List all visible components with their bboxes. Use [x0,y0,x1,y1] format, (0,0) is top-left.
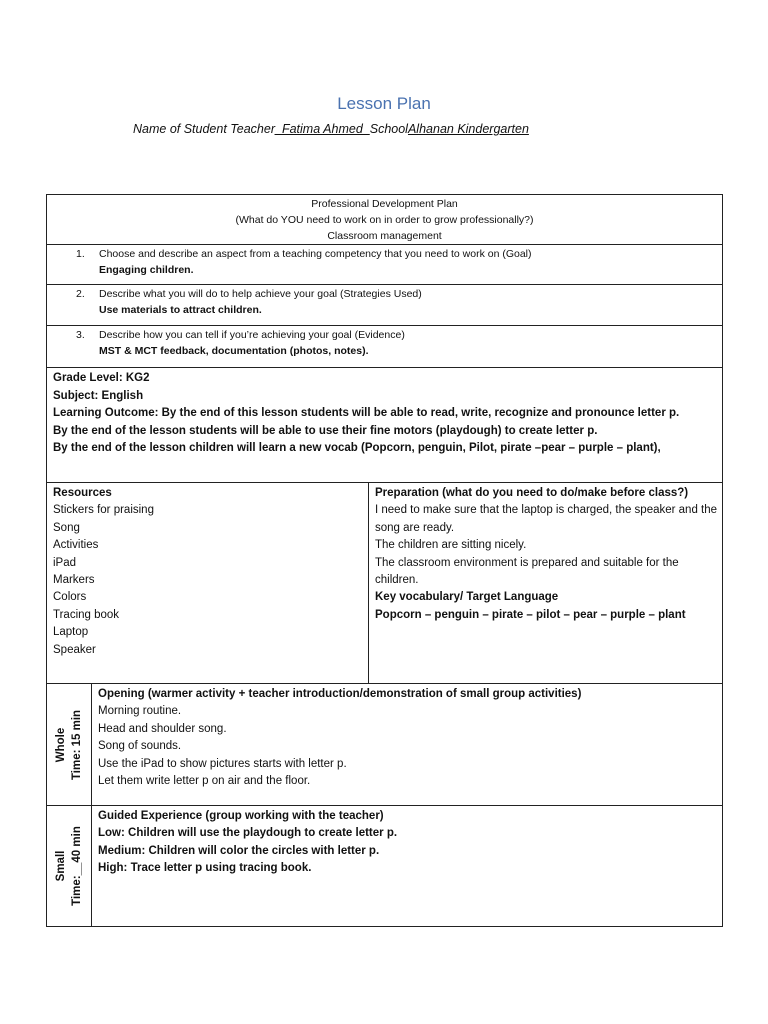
pdp-step-evidence [47,326,723,368]
activity-item: Low: Children will use the playdough to create letter p. [98,827,398,840]
grade-level: Grade Level: KG2 [53,372,150,384]
learning-outcome-2: By the end of the lesson students will be able to use their fine motors (playdough) to create letter p. [53,424,598,437]
school-name: Alhanan Kindergarten [407,122,529,136]
guided-heading: Guided Experience (group working with the teacher) [98,810,384,822]
small-group-label [53,826,85,906]
learning-outcome: Learning Outcome: By the end of this lesson students will be able to read, write, recognize and pronounce letter p. [53,407,680,419]
group-name: Whole [55,727,67,762]
teacher-school-line [133,122,529,136]
activity-item: Use the iPad to show pictures starts with letter p. [98,757,347,770]
guided-experience [92,806,723,927]
teacher-label: Name of Student Teacher [133,122,275,136]
step-answer: MST & MCT feedback, documentation (photos, notes). [99,345,369,357]
group-time: Time:__40 min [71,826,83,906]
step-answer: Engaging children. [99,264,194,276]
step-number: 2. [76,288,85,300]
page-title: Lesson Plan [337,94,431,113]
pdp-step-goal [47,245,723,285]
preparation-line: I need to make sure that the laptop is charged, the speaker and the song are ready. [375,504,718,534]
activity-item: Medium: Children will color the circles with letter p. [98,844,380,857]
learning-outcome-3: By the end of the lesson children will learn a new vocab (Popcorn, penguin, Pilot, pirate –pear – purple – plant), [53,442,661,454]
resource-item: Stickers for praising [53,504,154,517]
resource-item: Activities [53,539,99,552]
resource-item: Markers [53,574,95,587]
resource-item: iPad [53,556,77,569]
resources-heading: Resources [53,487,112,499]
opening-heading: Opening (warmer activity + teacher introduction/demonstration of small group activities) [98,688,582,700]
teacher-name: _Fatima Ahmed_ [275,122,370,136]
step-prompt: Describe what you will do to help achieve your goal (Strategies Used) [99,288,422,300]
resource-item: Song [53,521,80,534]
small-group-label-cell [47,806,92,927]
whole-group-label-cell [47,684,92,806]
vocab-heading: Key vocabulary/ Target Language [375,591,559,604]
group-time: Time: 15 min [71,709,83,780]
pdp-header [47,195,723,245]
preparation-line: The classroom environment is prepared and suitable for the children. [375,556,679,587]
activity-item: Morning routine. [98,705,182,718]
activity-item: High: Trace letter p using tracing book. [98,862,312,875]
resource-item: Colors [53,591,87,604]
preparation-heading: Preparation (what do you need to do/make before class?) [375,487,689,499]
step-answer: Use materials to attract children. [99,304,262,316]
pdp-title: Professional Development Plan [311,198,458,210]
resource-item: Speaker [53,643,96,656]
pdp-question: (What do YOU need to work on in order to grow professionally?) [235,214,534,226]
resource-item: Tracing book [53,608,120,621]
activity-item: Song of sounds. [98,740,182,753]
step-number: 1. [76,248,85,260]
preparation-cell [369,483,723,684]
preparation-line: The children are sitting nicely. [375,539,527,552]
lesson-info [47,368,723,483]
whole-group-label [53,709,85,779]
step-prompt: Choose and describe an aspect from a teaching competency that you need to work on (Goal) [99,248,532,260]
subject: Subject: English [53,389,144,402]
pdp-focus: Classroom management [327,230,442,242]
school-label: School [369,122,408,136]
step-number: 3. [76,329,85,341]
activity-item: Let them write letter p on air and the floor. [98,775,311,788]
group-name: Small [55,850,67,882]
opening-activity [92,684,723,806]
vocab-list: Popcorn – penguin – pirate – pilot – pear – purple – plant [375,608,686,621]
resource-item: Laptop [53,626,89,639]
resources-cell [47,483,369,684]
pdp-step-strategies [47,285,723,326]
step-prompt: Describe how you can tell if you’re achieving your goal (Evidence) [99,329,405,341]
lesson-plan-table [46,194,723,927]
activity-item: Head and shoulder song. [98,722,227,735]
